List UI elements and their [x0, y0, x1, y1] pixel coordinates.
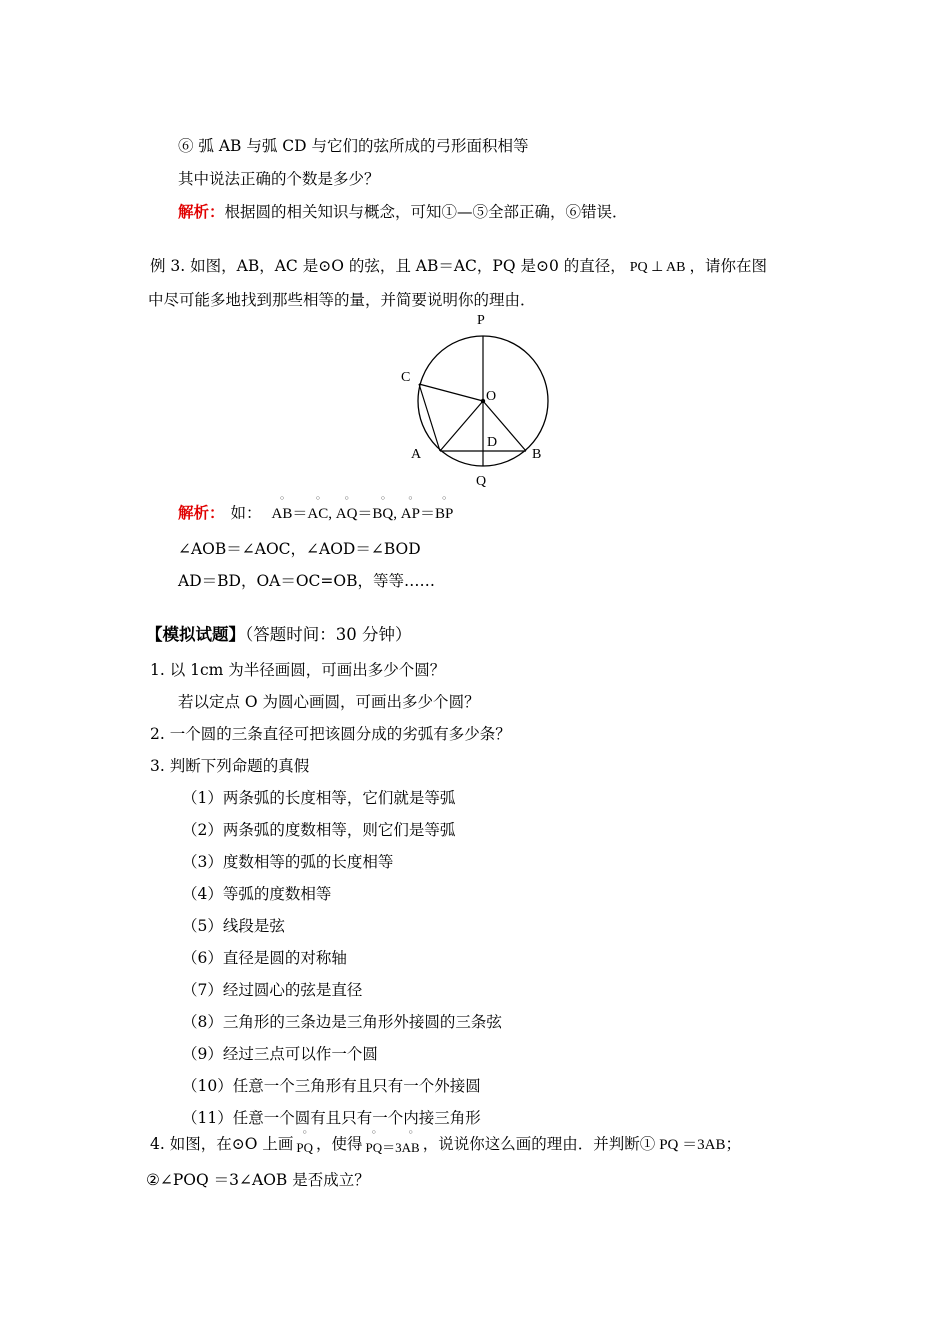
example-3-formula: PQ ⊥ AB	[629, 260, 686, 275]
example-3-line-2: 中尽可能多地找到那些相等的量，并简要说明你的理由．	[148, 291, 536, 309]
arc-aq: ○ AQ	[336, 504, 358, 524]
arc-ab-2: ○ AB	[402, 1138, 420, 1158]
statement-6: ⑥ 弧 AB 与弧 CD 与它们的弦所成的弓形面积相等	[178, 137, 529, 155]
label-d: D	[487, 435, 498, 450]
judgement-item: （4）等弧的度数相等	[182, 885, 332, 903]
section-heading	[146, 625, 412, 645]
analysis-line	[178, 202, 628, 222]
question-4-text-a: 4. 如图，在⊙O 上画	[150, 1135, 294, 1153]
separator: ,	[393, 506, 401, 522]
example-3-text-b: ，请你在图	[689, 257, 768, 275]
separator: ,	[328, 506, 336, 522]
arc-pq: ○ PQ	[296, 1138, 313, 1158]
label-b: B	[532, 447, 542, 462]
question-1-followup: 若以定点 O 为圆心画圆，可画出多少个圆？	[178, 693, 480, 711]
radius-oa	[440, 401, 483, 451]
question-4-text-b: ，使得	[315, 1135, 363, 1153]
judgement-item: （7）经过圆心的弦是直径	[182, 981, 363, 999]
arc-pq-2: ○ PQ	[365, 1138, 382, 1158]
question-count-line: 其中说法正确的个数是多少？	[178, 170, 380, 188]
judgement-item: （9）经过三点可以作一个圆	[182, 1045, 378, 1063]
radius-oc	[419, 384, 483, 401]
judgement-item: （8）三角形的三条边是三角形外接圆的三条弦	[182, 1013, 502, 1031]
question-4-formula-1: PQ ＝3AB	[659, 1137, 726, 1153]
question-4	[150, 1134, 741, 1155]
label-o: O	[486, 389, 497, 404]
section-time-note: （答题时间：30 分钟）	[245, 625, 412, 644]
center-point	[481, 399, 485, 403]
label-q: Q	[476, 474, 487, 489]
circle-figure	[395, 308, 565, 493]
question-4-line-2: ②∠POQ ＝3∠AOB 是否成立？	[146, 1171, 370, 1189]
question-1: 1. 以 1cm 为半径画圆，可画出多少个圆？	[150, 661, 446, 679]
answer-line-1	[178, 503, 453, 524]
question-2: 2. 一个圆的三条直径可把该圆分成的劣弧有多少条？	[150, 725, 511, 743]
example-3-text-a: 例 3. 如图，AB，AC 是⊙O 的弦，且 AB＝AC，PQ 是⊙0 的直径，	[150, 257, 626, 275]
judgement-item: （1）两条弧的长度相等，它们就是等弧	[182, 789, 456, 807]
arc-relation-mid: ＝3	[382, 1140, 402, 1155]
analysis-label: 解析：	[178, 202, 225, 221]
judgement-item: （10）任意一个三角形有且只有一个外接圆	[182, 1077, 481, 1095]
label-c: C	[401, 370, 411, 385]
answer-line-2: ∠AOB＝∠AOC，∠AOD＝∠BOD	[178, 540, 421, 558]
label-p: P	[477, 313, 485, 328]
equals-sign: ＝	[292, 506, 308, 522]
equals-sign: ＝	[357, 506, 373, 522]
judgement-item: （2）两条弧的度数相等，则它们是等弧	[182, 821, 456, 839]
answer-label: 解析：	[178, 503, 225, 522]
question-4-text-c: ，说说你这么画的理由．并判断①	[422, 1135, 656, 1153]
arc-ap: ○ AP	[401, 504, 420, 524]
example-3-line-1	[150, 256, 767, 278]
chord-ac	[419, 384, 440, 451]
question-3: 3. 判断下列命题的真假	[150, 757, 310, 775]
arc-ab: ○ AB	[272, 504, 293, 524]
arc-equalities	[272, 506, 454, 522]
section-title: 【模拟试题】	[146, 625, 245, 644]
judgement-item: （11）任意一个圆有且只有一个内接三角形	[182, 1109, 481, 1127]
arc-relation	[365, 1140, 419, 1155]
equals-sign: ＝	[419, 506, 435, 522]
label-a: A	[411, 447, 422, 462]
judgement-item: （5）线段是弦	[182, 917, 285, 935]
judgement-item: （3）度数相等的弧的长度相等	[182, 853, 394, 871]
arc-ac: ○ AC	[307, 504, 328, 524]
answer-prefix: 如：	[230, 504, 262, 522]
analysis-text: 根据圆的相关知识与概念，可知①—⑤全部正确，⑥错误．	[224, 203, 628, 221]
question-4-text-e: ；	[725, 1135, 741, 1153]
arc-bp: ○ BP	[435, 504, 453, 524]
arc-bq: ○ BQ	[372, 504, 393, 524]
judgement-item: （6）直径是圆的对称轴	[182, 949, 347, 967]
answer-line-3: AD＝BD，OA＝OC=OB，等等……	[178, 572, 435, 590]
